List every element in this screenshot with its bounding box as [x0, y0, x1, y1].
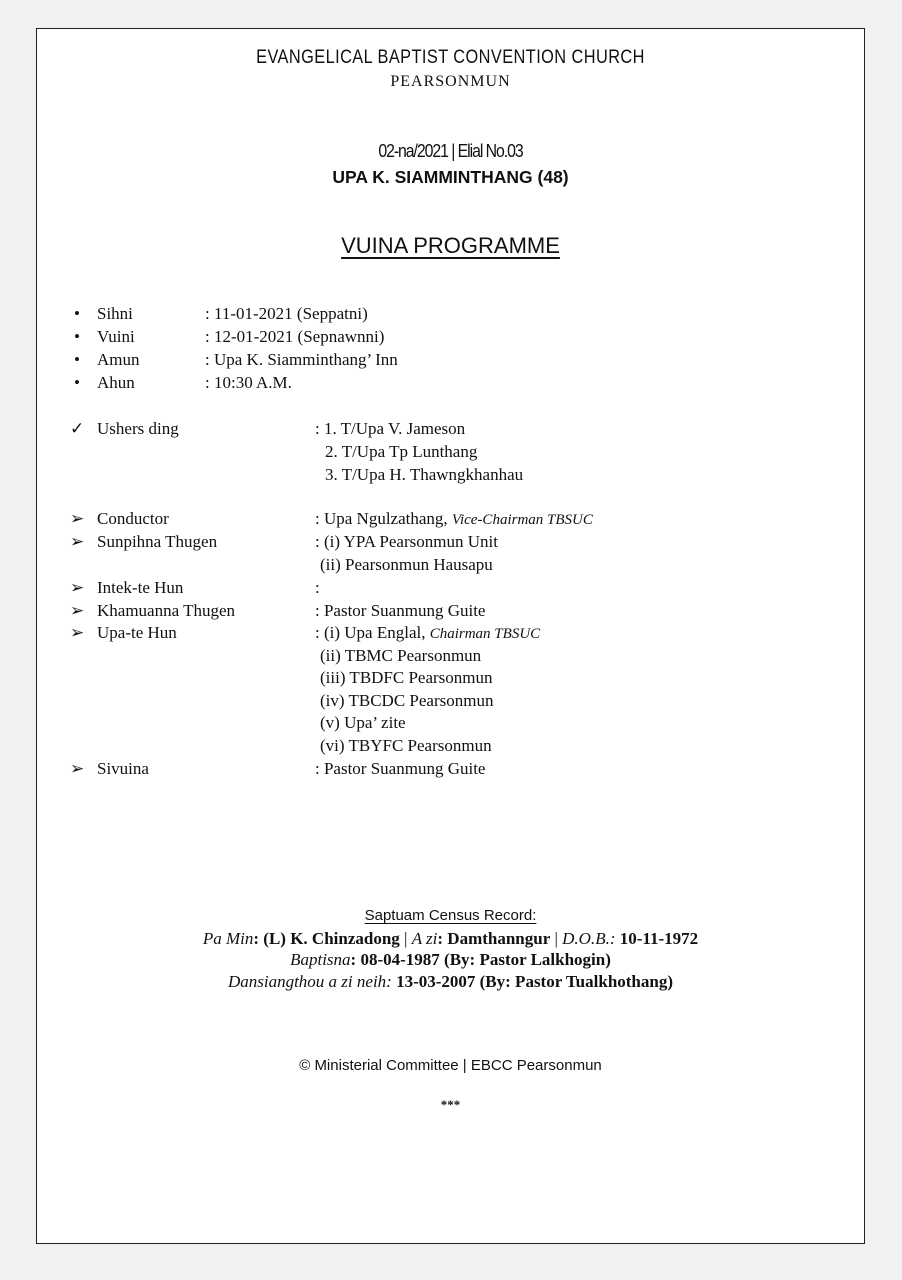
program-label: Khamuanna Thugen [97, 601, 236, 620]
detail-value: : 11-01-2021 (Seppatni) [205, 304, 368, 323]
detail-label: Ahun [97, 373, 135, 392]
ushers-label: Ushers ding [97, 419, 179, 438]
bullet-icon: • [74, 350, 80, 369]
program-value: (ii) TBMC Pearsonmun [320, 646, 482, 665]
footer-credit: © Ministerial Committee | EBCC Pearsonmun [299, 1057, 602, 1074]
program-value: (vi) TBYFC Pearsonmun [320, 736, 492, 755]
census-line-father: Pa Min: (L) K. Chinzadong | A zi: Damthanngur | D.O.B.: 10-11-1972 [202, 929, 699, 948]
program-value: (iii) TBDFC Pearsonmun [320, 668, 493, 687]
detail-label: Sihni [97, 304, 133, 323]
program-label: Conductor [97, 509, 169, 528]
program-label: Upa-te Hun [97, 623, 177, 642]
bullet-icon: • [74, 304, 80, 323]
program-label: Sunpihna Thugen [97, 532, 218, 551]
detail-label: Vuini [97, 327, 135, 346]
org-name: EVANGELICAL BAPTIST CONVENTION CHURCH [256, 47, 645, 68]
arrow-bullet-icon: ➢ [70, 623, 85, 642]
bullet-icon: • [74, 373, 80, 392]
footer-stars: *** [440, 1097, 461, 1112]
detail-label: Amun [97, 350, 140, 369]
arrow-bullet-icon: ➢ [70, 578, 85, 597]
role-text: Chairman TBSUC [429, 626, 541, 642]
detail-value: : Upa K. Siamminthang’ Inn [205, 350, 398, 369]
usher-name: 2. T/Upa Tp Lunthang [325, 442, 478, 461]
program-value: (v) Upa’ zite [320, 713, 406, 732]
org-location: PEARSONMUN [390, 73, 511, 90]
role-text: Vice-Chairman TBSUC [451, 512, 593, 528]
program-value: (iv) TBCDC Pearsonmun [320, 691, 494, 710]
census-heading: Saptuam Census Record: [364, 907, 537, 924]
program-value: : (i) YPA Pearsonmun Unit [315, 532, 498, 551]
arrow-bullet-icon: ➢ [70, 759, 85, 778]
arrow-bullet-icon: ➢ [70, 509, 85, 528]
detail-value: : 12-01-2021 (Sepnawnni) [205, 327, 385, 346]
arrow-bullet-icon: ➢ [70, 532, 85, 551]
usher-name: : 1. T/Upa V. Jameson [315, 419, 466, 438]
program-value: : Upa Ngulzathang, Vice-Chairman TBSUC [315, 509, 593, 528]
date-reference: 02-na/2021 | Elial No.03 [378, 141, 523, 161]
arrow-bullet-icon: ➢ [70, 601, 85, 620]
census-line-baptism: Baptisna: 08-04-1987 (By: Pastor Lalkhogin) [290, 950, 611, 969]
usher-name: 3. T/Upa H. Thawngkhanhau [325, 465, 524, 484]
checkmark-icon: ✓ [70, 419, 85, 438]
program-label: Intek-te Hun [97, 578, 184, 597]
programme-title: VUINA PROGRAMME [341, 233, 560, 258]
program-value: : Pastor Suanmung Guite [315, 759, 486, 778]
document-page [36, 28, 865, 1244]
program-value: (ii) Pearsonmun Hausapu [320, 555, 493, 574]
census-line-ordination: Dansiangthou a zi neih: 13-03-2007 (By: Pastor Tualkhothang) [227, 972, 674, 991]
program-value: : (i) Upa Englal, Chairman TBSUC [315, 623, 541, 642]
program-value: : Pastor Suanmung Guite [315, 601, 486, 620]
program-label: Sivuina [97, 759, 149, 778]
detail-value: : 10:30 A.M. [205, 373, 292, 392]
program-value: : [315, 578, 320, 597]
deceased-name: UPA K. SIAMMINTHANG (48) [332, 167, 569, 187]
bullet-icon: • [74, 327, 80, 346]
